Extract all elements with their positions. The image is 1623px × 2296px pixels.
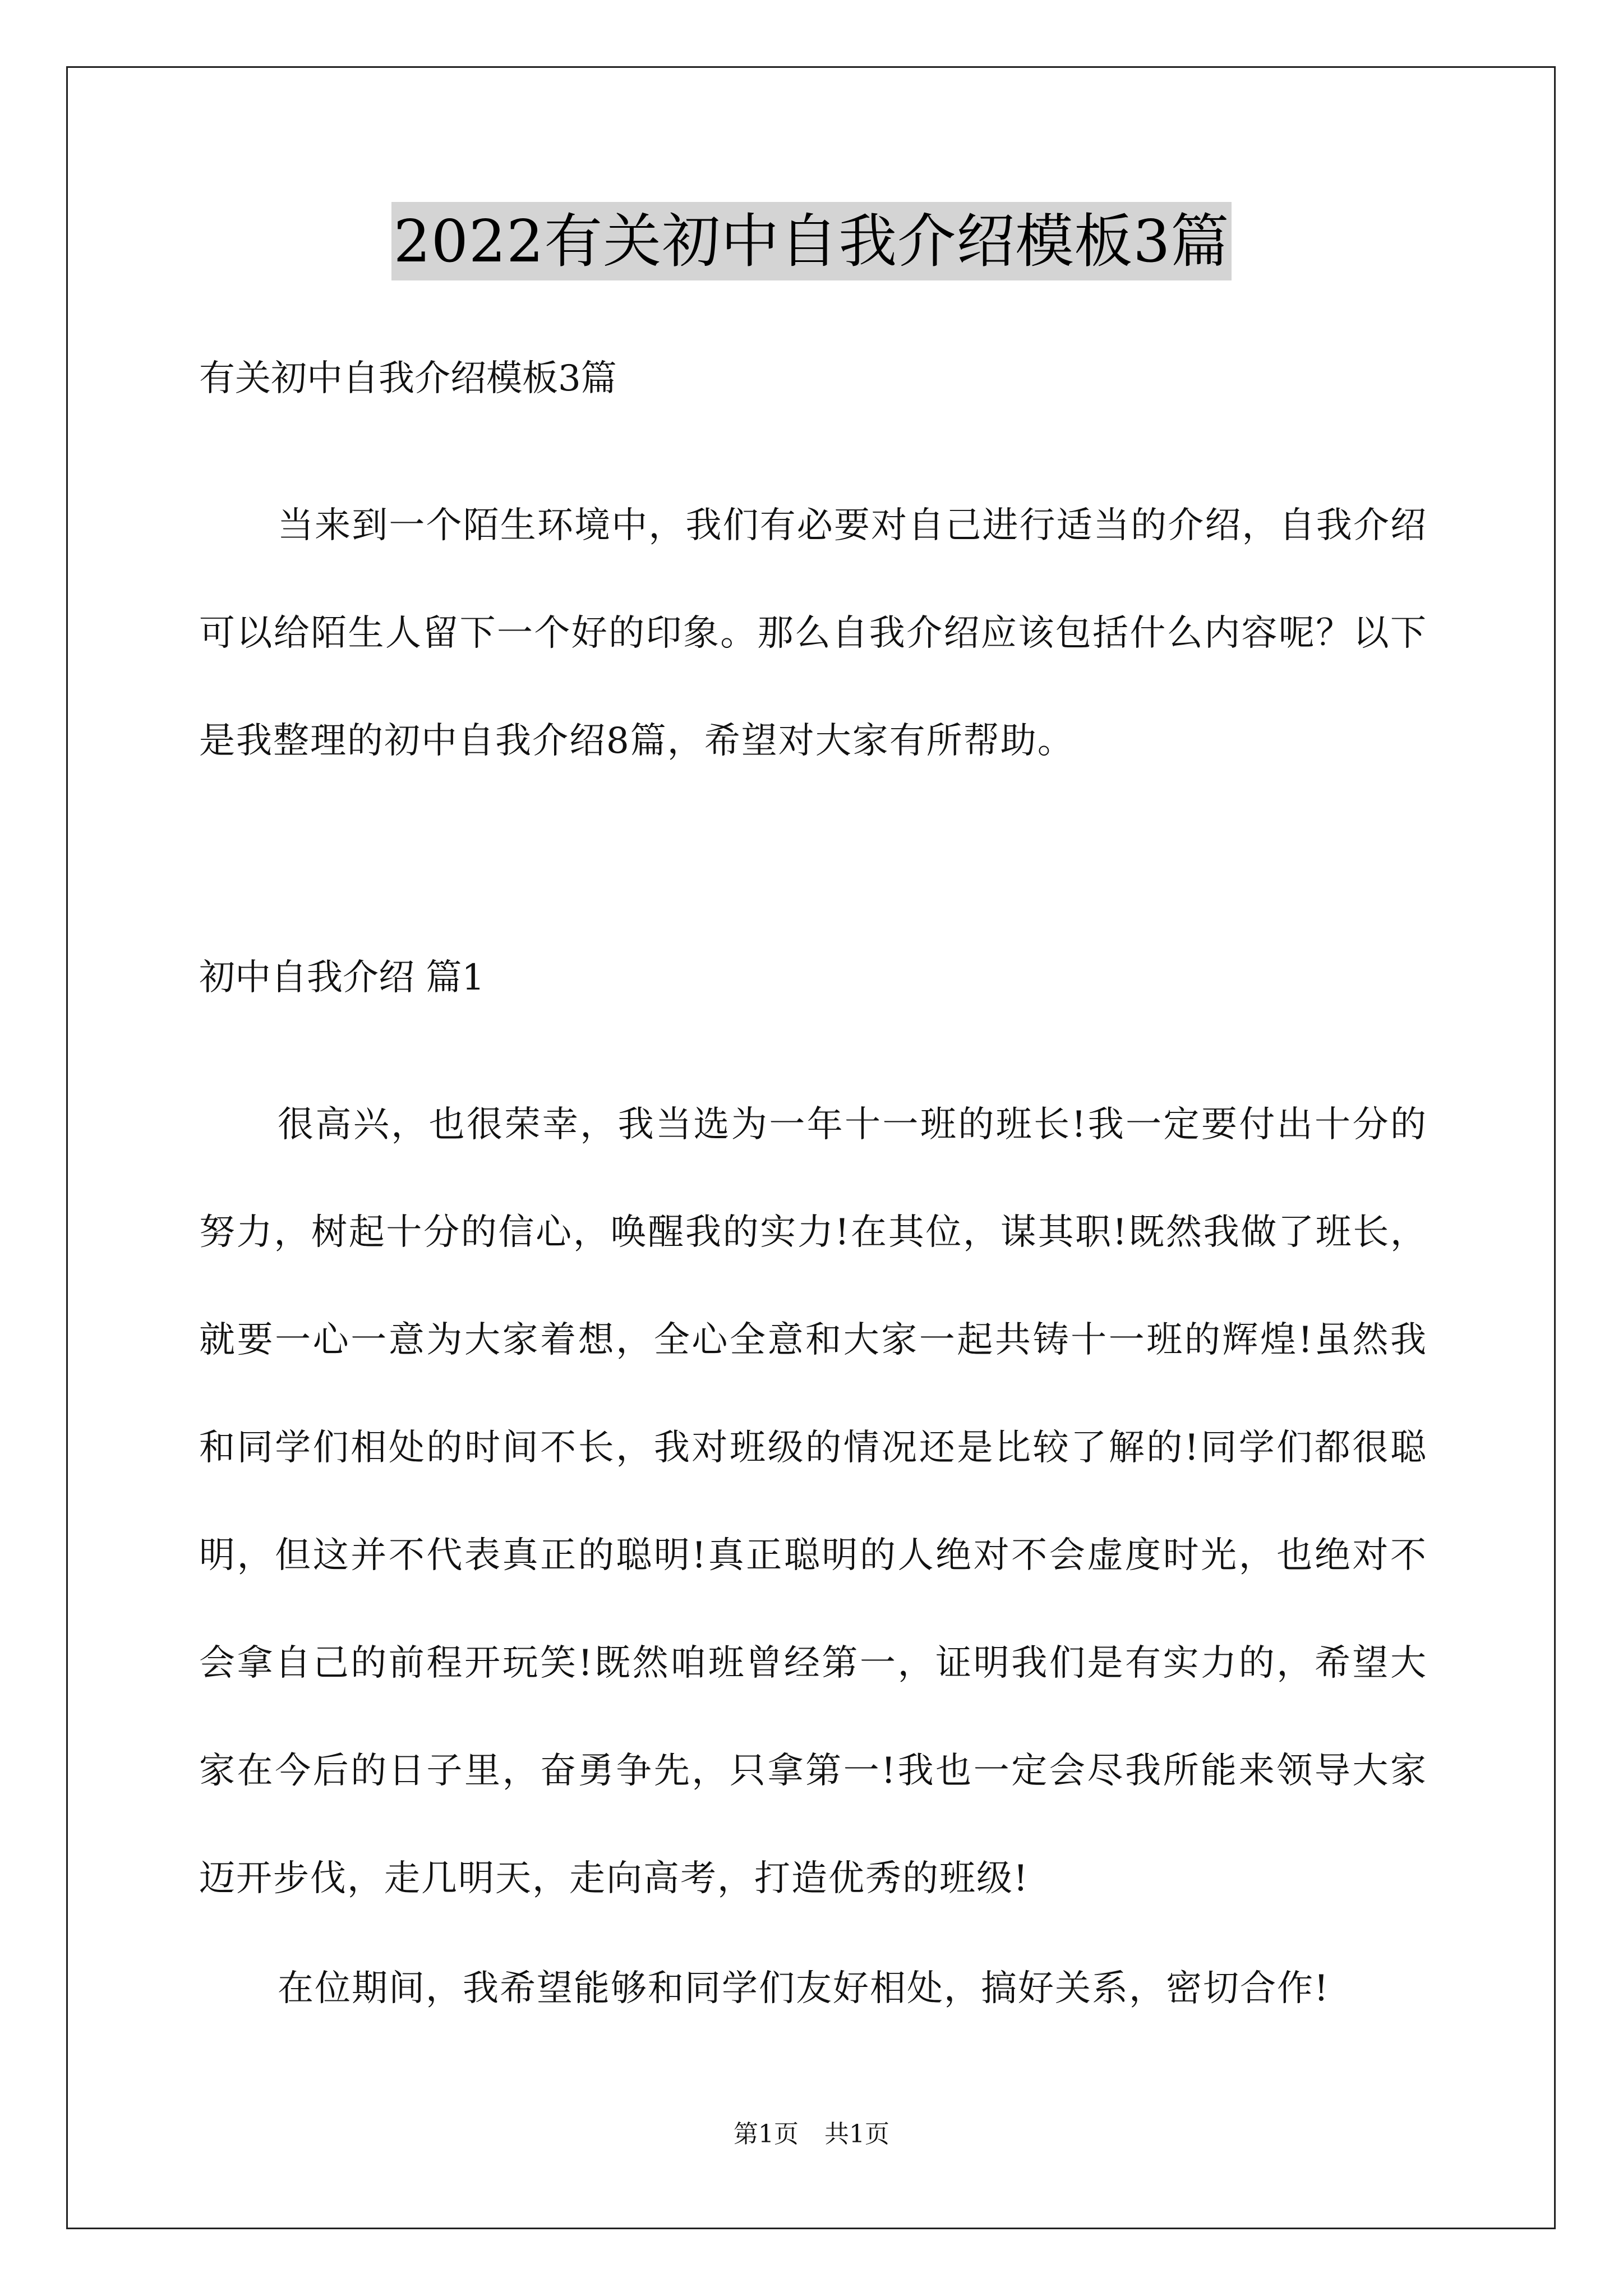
title-container [0,202,1623,280]
page-footer [0,2118,1623,2151]
section-1-paragraph-2: 在位期间，我希望能够和同学们友好相处，搞好关系，密切合作! [278,1968,1330,2009]
page-number-total: 共1页 [824,2120,889,2148]
document-title: 2022有关初中自我介绍模板3篇 [391,202,1232,280]
section-1-heading: 初中自我介绍 篇1 [199,957,485,999]
page-number-current: 第1页 [734,2120,799,2148]
document-subtitle: 有关初中自我介绍模板3篇 [199,358,617,399]
intro-paragraph: 当来到一个陌生环境中，我们有必要对自己进行适当的介绍，自我介绍可以给陌生人留下一个好的印象。那么自我介绍应该包括什么内容呢？以下是我整理的初中自我介绍8篇，希望对大家有所帮助。 [199,505,1427,762]
document-body [199,345,1427,2042]
section-1-paragraph-1: 很高兴，也很荣幸，我当选为一年十一班的班长!我一定要付出十分的努力，树起十分的信心，唤醒我的实力!在其位，谋其职!既然我做了班长，就要一心一意为大家着想，全心全意和大家一起共铸十一班的辉煌!虽然我和同学们相处的时间不长，我对班级的情况还是比较了解的!同学们都很聪明，但这并不代表真正的聪明!真正聪明的人绝对不会虚度时光，也绝对不会拿自己的前程开玩笑!既然咱班曾经第一，证明我们是有实力的，希望大家在今后的日子里，奋勇争先，只拿第一!我也一定会尽我所能来领导大家迈开步伐，走几明天，走向高考，打造优秀的班级! [199,1104,1427,1899]
